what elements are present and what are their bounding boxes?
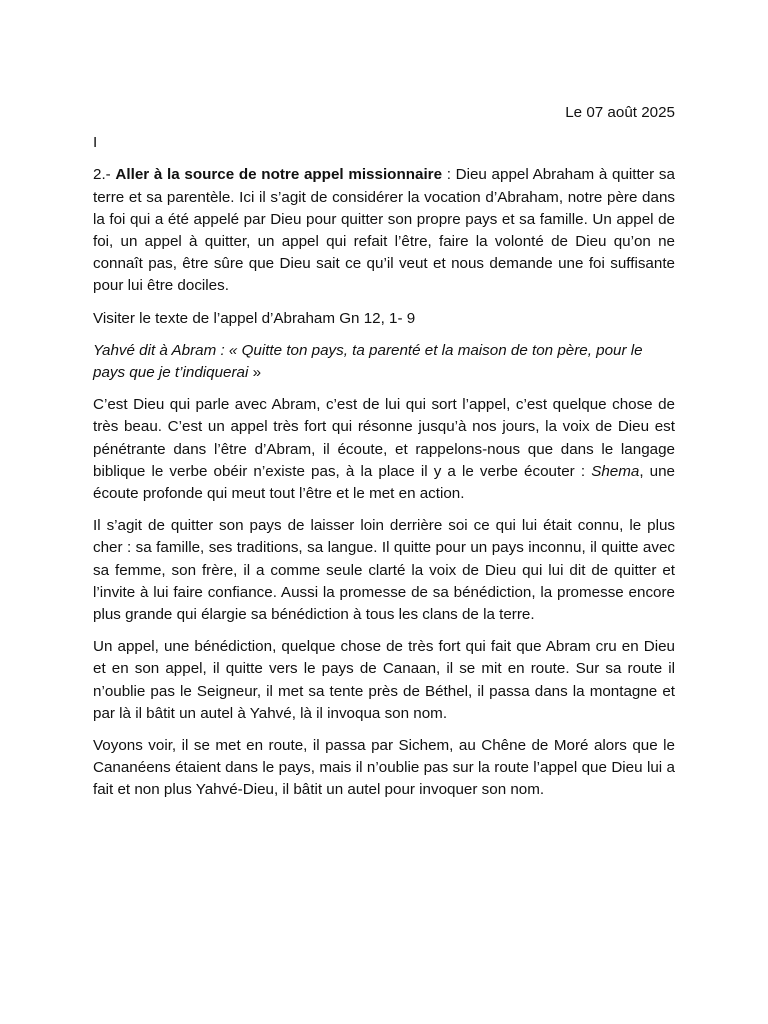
section-numeral: I xyxy=(93,134,98,152)
document-date: Le 07 août 2025 xyxy=(565,104,675,121)
paragraph-text-after: , une écoute profonde qui meut tout l’être et le met en action. xyxy=(93,462,675,503)
paragraph-blessing: Un appel, une bénédiction, quelque chose de très fort qui fait que Abram cru en Dieu et en son appel, il quitte vers le pays de Canaan, il se mit en route. Sur sa route il n’oublie pas le Seigneur, il met sa tente près de Béthel, il passa dans la montagne et par là il bâtit un autel à Yahvé, là il invoqua son nom. xyxy=(93,638,675,722)
paragraph-leaving: Il s’agit de quitter son pays de laisser loin derrière soi ce qui lui était connu, le plus cher : sa famille, ses traditions, sa langue. Il quitte pour un pays inconnu, il quitte avec sa femme, son frère, il a comme seule clarté la voix de Dieu qui lui dit de quitter et l’invite à lui faire confiance. Aussi la promesse de sa bénédiction, la promesse encore plus grande qui élargie sa bénédiction à tous les clans de la terre. xyxy=(93,517,675,624)
paragraph-reference: Visiter le texte de l’appel d’Abraham Gn 12, 1- 9 xyxy=(93,309,416,327)
section-heading: Aller à la source de notre appel missionnaire xyxy=(115,166,443,184)
paragraph-call-source xyxy=(93,164,675,297)
quotation-close: » xyxy=(248,364,262,382)
section-number: 2.- xyxy=(93,166,116,184)
shema-word: Shema xyxy=(591,462,640,480)
paragraph-shema xyxy=(93,394,675,505)
paragraph-route: Voyons voir, il se met en route, il passa par Sichem, au Chêne de Moré alors que le Cananéens étaient dans le pays, mais il n’oublie pas sur la route l’appel que Dieu lui a fait et non plus Yahvé-Dieu, il bâtit un autel pour invoquer son nom. xyxy=(93,737,675,799)
quotation-text: Yahvé dit à Abram : « Quitte ton pays, ta parenté et la maison de ton père, pour le pays que je t’indiquerai xyxy=(93,341,643,382)
document-page xyxy=(93,102,675,812)
paragraph-quotation xyxy=(93,340,675,384)
paragraph-text: : Dieu appel Abraham à quitter sa terre et sa parentèle. Ici il s’agit de considérer la vocation d’Abraham, notre père dans la foi qui a été appelé par Dieu pour quitter son propre pays et sa famille. Un appel de foi, un appel à quitter, un appel qui refait l’être, faire la volonté de Dieu qu’on ne connaît pas, être sûre que Dieu sait ce qu’il veut et nous demande une foi suffisante pour lui être dociles. xyxy=(93,166,675,295)
paragraph-text-before: C’est Dieu qui parle avec Abram, c’est de lui qui sort l’appel, c’est quelque chose de très beau. C’est un appel très fort qui résonne jusqu’à nos jours, la voix de Dieu est pénétrante dans l’être d’Abram, il écoute, et rappelons-nous que dans le langage biblique le verbe obéir n’existe pas, à la place il y a le verbe écouter : xyxy=(93,396,675,480)
